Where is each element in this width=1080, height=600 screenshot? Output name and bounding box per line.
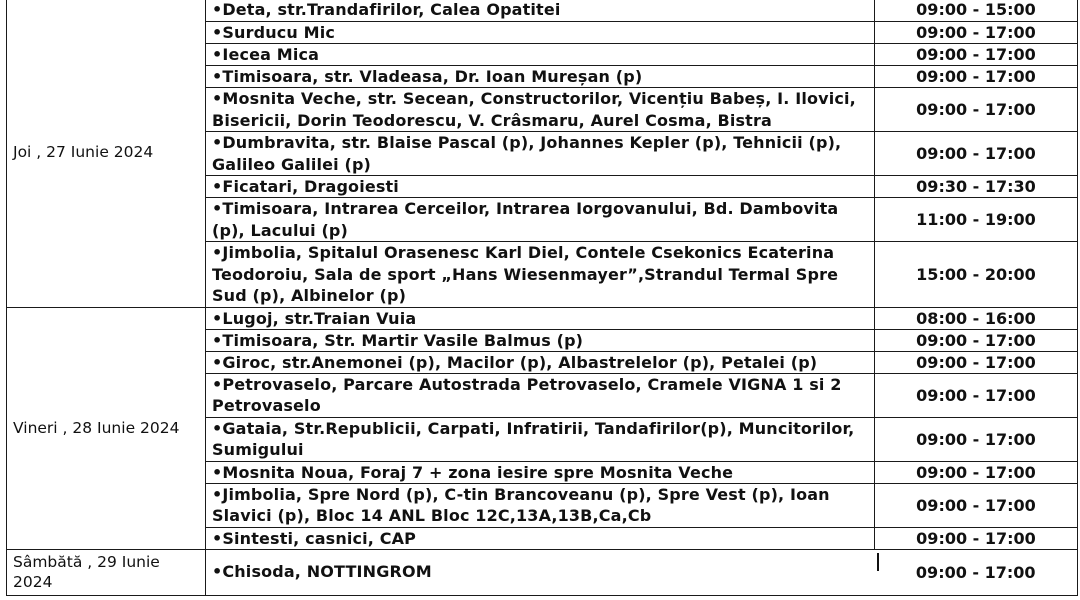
time-cell: 09:00 - 17:00 [875,66,1078,88]
location-cell: •Dumbravita, str. Blaise Pascal (p), Johannes Kepler (p), Tehnicii (p), Galileo Galilei (p) [206,132,875,176]
day-cell: Joi , 27 Iunie 2024 [7,0,206,307]
location-cell: •Petrovaselo, Parcare Autostrada Petrovaselo, Cramele VIGNA 1 si 2 Petrovaselo [206,373,875,417]
time-cell: 09:00 - 17:00 [875,527,1078,549]
location-cell: •Gataia, Str.Republicii, Carpati, Infratirii, Tandafirilor(p), Muncitorilor, Sumigului [206,417,875,461]
location-text: •Chisoda, NOTTINGROM [212,562,432,582]
location-cell: •Iecea Mica [206,44,875,66]
table-row [7,0,1078,22]
location-cell: •Timisoara, Str. Martir Vasile Balmus (p) [206,329,875,351]
location-cell: •Timisoara, str. Vladeasa, Dr. Ioan Mureșan (p) [206,66,875,88]
time-cell: 09:00 - 17:00 [875,351,1078,373]
location-cell: •Mosnita Noua, Foraj 7 + zona iesire spre Mosnita Veche [206,461,875,483]
time-cell: 09:00 - 17:00 [875,373,1078,417]
location-cell: •Giroc, str.Anemonei (p), Macilor (p), Albastrelelor (p), Petalei (p) [206,351,875,373]
day-label: Sâmbătă , 29 Iunie 2024 [13,553,160,591]
table-row [7,549,1078,595]
time-cell: 09:00 - 15:00 [875,0,1078,22]
column-divider [877,553,879,571]
time-cell: 09:00 - 17:00 [875,22,1078,44]
time-cell: 09:30 - 17:30 [875,176,1078,198]
day-cell [7,549,206,595]
time-cell: 08:00 - 16:00 [875,307,1078,329]
time-cell: 09:00 - 17:00 [875,44,1078,66]
time-cell: 09:00 - 17:00 [875,329,1078,351]
location-cell: •Lugoj, str.Traian Vuia [206,307,875,329]
location-cell: •Ficatari, Dragoiesti [206,176,875,198]
location-cell: •Deta, str.Trandafirilor, Calea Opatitei [206,0,875,22]
time-cell: 09:00 - 17:00 [875,549,1078,595]
location-cell: •Timisoara, Intrarea Cerceilor, Intrarea Iorgovanului, Bd. Dambovita (p), Lacului (p) [206,198,875,242]
outage-schedule-table [6,0,1078,596]
time-cell: 15:00 - 20:00 [875,242,1078,308]
location-cell [206,549,875,595]
time-cell: 09:00 - 17:00 [875,483,1078,527]
table-row [7,307,1078,329]
time-cell: 09:00 - 17:00 [875,461,1078,483]
time-cell: 09:00 - 17:00 [875,88,1078,132]
location-cell: •Jimbolia, Spitalul Orasenesc Karl Diel, Contele Csekonics Ecaterina Teodoroiu, Sala de sport „Hans Wiesenmayer”,Strandul Termal Spre Sud (p), Albinelor (p) [206,242,875,308]
location-cell: •Sintesti, casnici, CAP [206,527,875,549]
location-cell: •Surducu Mic [206,22,875,44]
location-cell: •Jimbolia, Spre Nord (p), C-tin Brancoveanu (p), Spre Vest (p), Ioan Slavici (p), Bloc 14 ANL Bloc 12C,13A,13B,Ca,Cb [206,483,875,527]
time-cell: 09:00 - 17:00 [875,132,1078,176]
location-cell: •Mosnita Veche, str. Secean, Constructorilor, Vicențiu Babeș, I. Ilovici, Bisericii, Dorin Teodorescu, V. Crâsmaru, Aurel Cosma, Bistra [206,88,875,132]
time-cell: 09:00 - 17:00 [875,417,1078,461]
time-cell: 11:00 - 19:00 [875,198,1078,242]
day-cell: Vineri , 28 Iunie 2024 [7,307,206,549]
